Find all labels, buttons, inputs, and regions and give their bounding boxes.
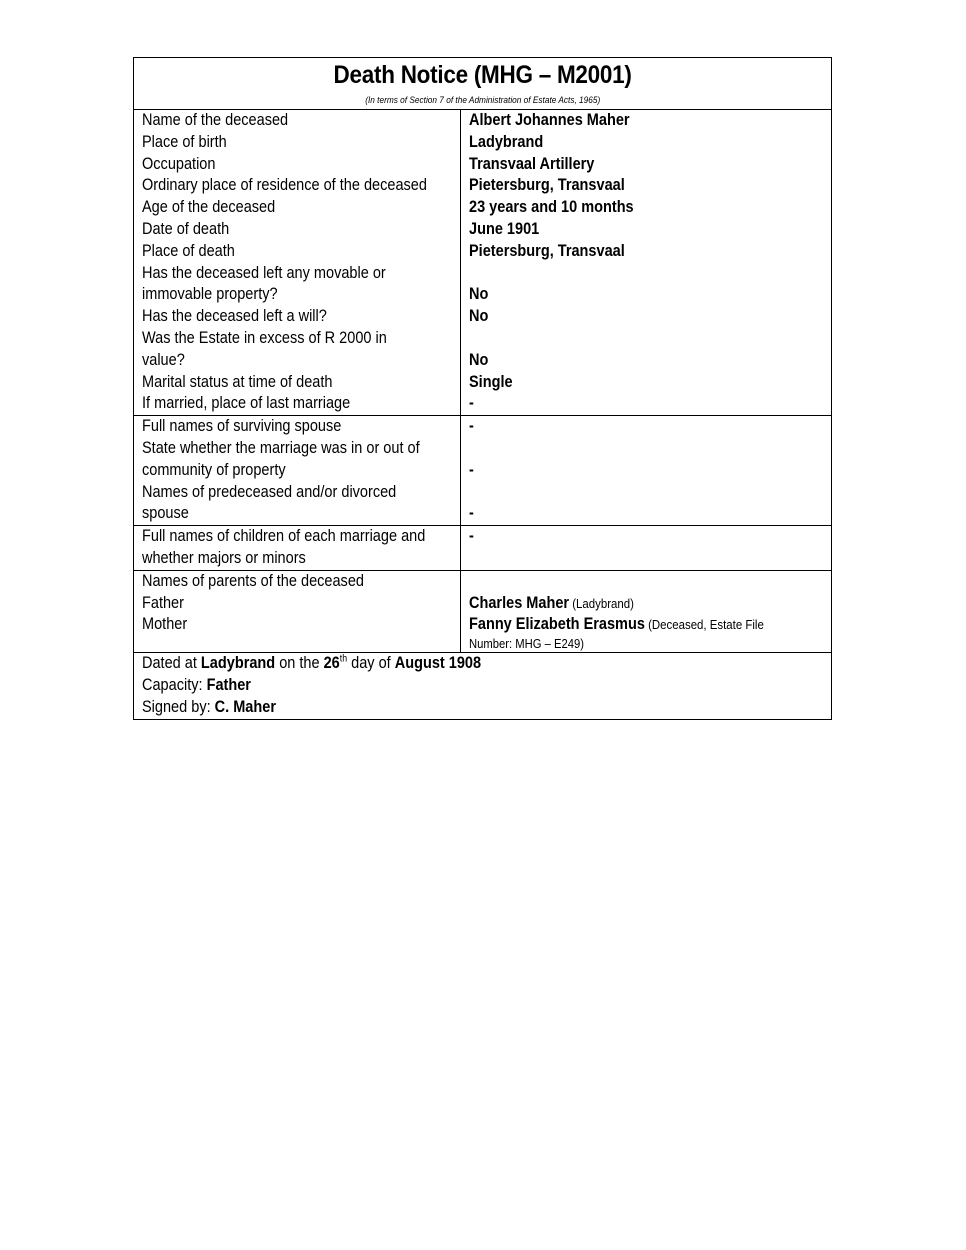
spouse-values-column — [461, 416, 831, 525]
field-value — [469, 438, 788, 460]
father-value — [469, 593, 788, 615]
mother-value — [469, 614, 788, 636]
form-header — [134, 58, 831, 110]
field-value — [469, 548, 788, 570]
mother-note-continued: Number: MHG – E249) — [469, 637, 585, 652]
father-name: Charles Maher — [469, 593, 570, 612]
field-label: community of property — [142, 460, 286, 479]
field-value: No — [469, 350, 489, 369]
field-label: Full names of surviving spouse — [142, 417, 342, 436]
field-label: Has the deceased left any movable or — [142, 263, 386, 282]
capacity-line — [142, 675, 481, 697]
field-label: Was the Estate in excess of R 2000 in — [142, 328, 387, 347]
field-label: Place of birth — [142, 132, 227, 151]
dated-date: August 1908 — [394, 654, 482, 673]
field-value — [469, 263, 788, 285]
section-spouse-details — [134, 416, 831, 526]
field-label: Mother — [142, 615, 188, 634]
field-label: Names of predeceased and/or divorced — [142, 482, 397, 501]
dated-place: Ladybrand — [200, 654, 276, 673]
signed-line — [142, 697, 481, 719]
deceased-values-column — [461, 110, 831, 415]
parents-values-column — [461, 571, 831, 652]
section-deceased-details — [134, 110, 831, 416]
field-label: immovable property? — [142, 285, 278, 304]
field-label: If married, place of last marriage — [142, 394, 351, 413]
field-value: - — [469, 504, 474, 523]
spouse-labels-column — [134, 416, 461, 525]
signed-value: C. Maher — [214, 697, 276, 716]
dated-line — [142, 653, 481, 675]
father-note: (Ladybrand) — [569, 595, 634, 611]
section-signature — [134, 653, 831, 718]
capacity-value: Father — [206, 675, 251, 694]
field-label: whether majors or minors — [142, 548, 306, 567]
children-values-column — [461, 526, 831, 570]
signed-label: Signed by: — [142, 697, 215, 716]
field-value: - — [469, 394, 474, 413]
field-value: Pietersburg, Transvaal — [469, 176, 625, 195]
field-label: State whether the marriage was in or out of — [142, 438, 420, 457]
field-value: June 1901 — [469, 219, 540, 238]
section-children-details — [134, 526, 831, 571]
form-subtitle: (In terms of Section 7 of the Administration of Estate Acts, 1965) — [364, 95, 601, 105]
dated-mid: on the — [275, 654, 324, 673]
mother-note: (Deceased, Estate File — [644, 617, 764, 633]
field-label: Occupation — [142, 154, 216, 173]
form-title: Death Notice (MHG – M2001) — [333, 61, 632, 89]
field-value — [469, 328, 788, 350]
field-label: Date of death — [142, 219, 230, 238]
field-value — [469, 482, 788, 504]
field-label: Place of death — [142, 241, 235, 260]
field-label: Full names of children of each marriage and — [142, 527, 426, 546]
field-label: Has the deceased left a will? — [142, 307, 327, 326]
dated-mid2: day of — [347, 654, 395, 673]
field-label: Age of the deceased — [142, 198, 276, 217]
death-notice-form — [133, 57, 832, 720]
field-label: Marital status at time of death — [142, 372, 333, 391]
field-value: 23 years and 10 months — [469, 198, 634, 217]
dated-day: 26 — [323, 654, 340, 673]
field-value: - — [469, 417, 474, 436]
field-value: No — [469, 307, 489, 326]
field-value: Single — [469, 372, 513, 391]
field-value: - — [469, 527, 474, 546]
field-value: Transvaal Artillery — [469, 154, 595, 173]
deceased-labels-column — [134, 110, 461, 415]
field-label: Name of the deceased — [142, 111, 289, 129]
dated-day-suffix: th — [339, 653, 348, 665]
parents-labels-column — [134, 571, 461, 652]
field-label: value? — [142, 350, 185, 369]
field-value: Ladybrand — [469, 132, 544, 151]
field-label: spouse — [142, 504, 189, 523]
field-value: Pietersburg, Transvaal — [469, 241, 625, 260]
field-value: - — [469, 460, 474, 479]
field-value: Albert Johannes Maher — [469, 111, 630, 129]
children-labels-column — [134, 526, 461, 570]
field-value: No — [469, 285, 489, 304]
dated-prefix: Dated at — [142, 654, 201, 673]
mother-name: Fanny Elizabeth Erasmus — [469, 615, 645, 634]
section-parents-details — [134, 571, 831, 653]
field-label: Ordinary place of residence of the deceased — [142, 176, 427, 195]
signature-block — [134, 653, 527, 718]
parents-blank-value — [469, 571, 788, 593]
field-label: Names of parents of the deceased — [142, 571, 364, 590]
capacity-label: Capacity: — [142, 675, 207, 694]
field-label: Father — [142, 593, 184, 612]
